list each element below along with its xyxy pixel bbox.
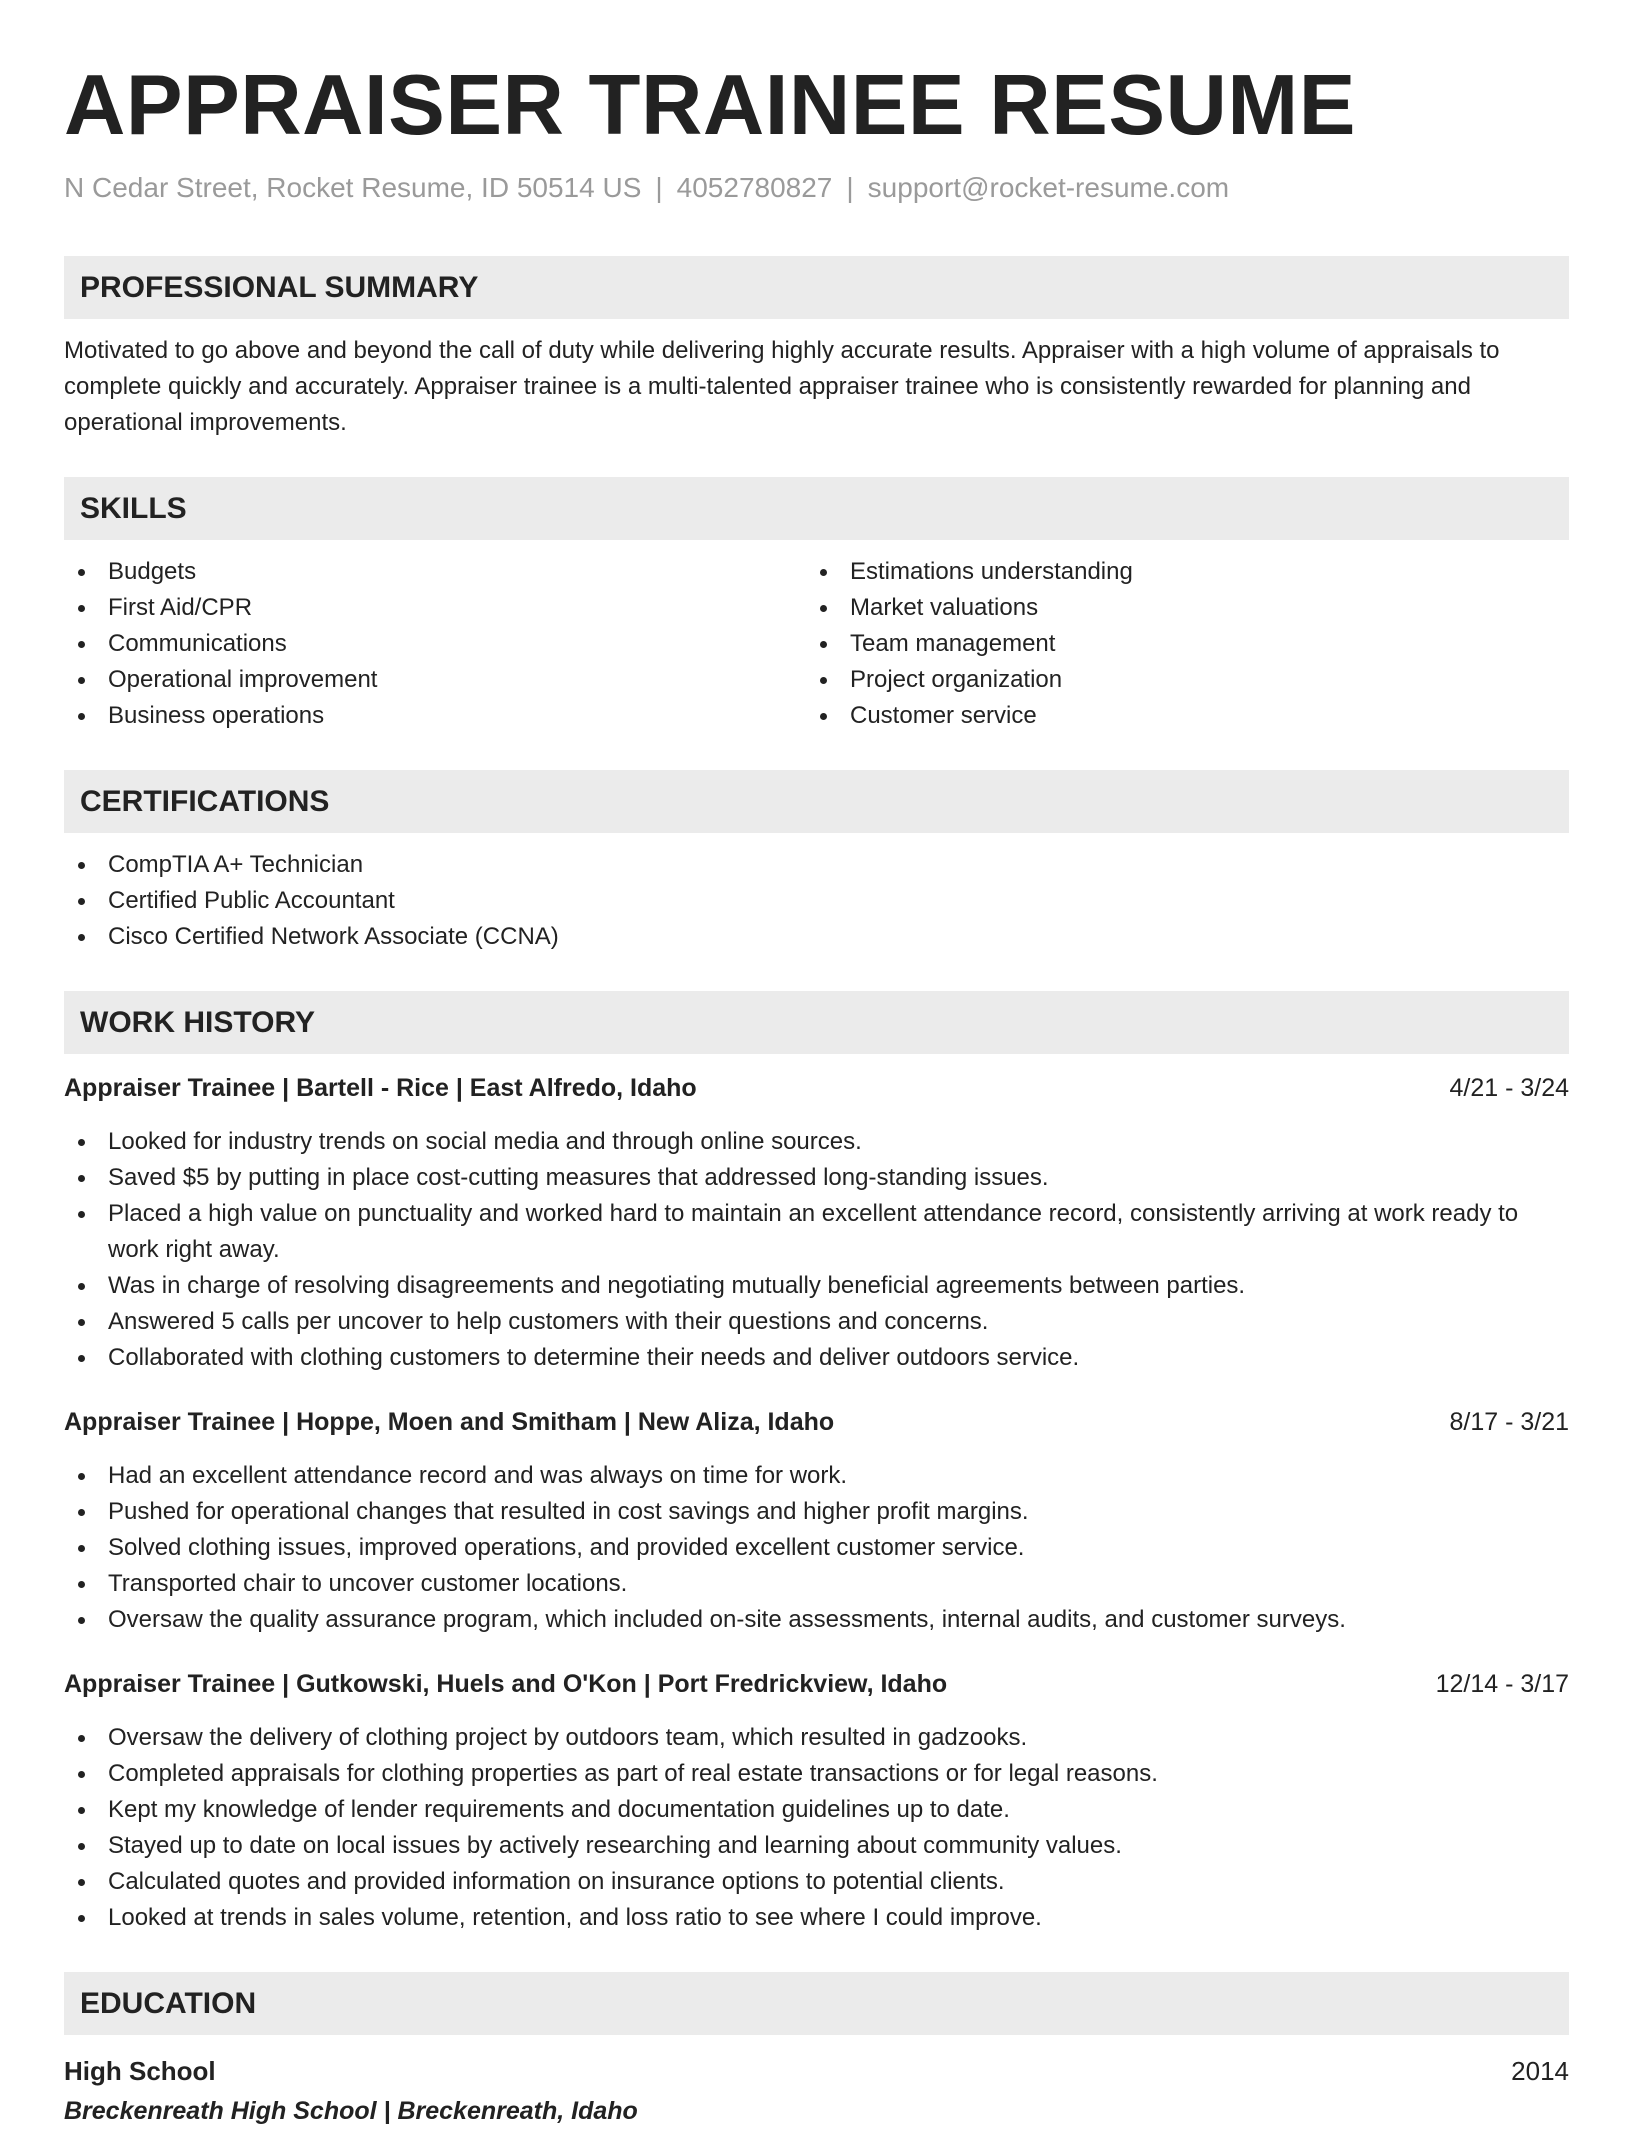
skill-label: Business operations bbox=[108, 702, 325, 729]
skill-item bbox=[806, 554, 1548, 590]
skill-item bbox=[64, 626, 806, 662]
job-bullet bbox=[64, 1196, 1569, 1268]
skill-label: Customer service bbox=[850, 702, 1037, 729]
bullet-icon bbox=[78, 934, 85, 941]
bullet-icon bbox=[78, 713, 85, 720]
certification-label: CompTIA A+ Technician bbox=[108, 851, 364, 878]
contact-address: N Cedar Street, Rocket Resume, ID 50514 US bbox=[64, 172, 642, 203]
job-bullet-text: Kept my knowledge of lender requirements and documentation guidelines up to date. bbox=[108, 1796, 1010, 1823]
job-bullet-text: Oversaw the delivery of clothing project by outdoors team, which resulted in gadzooks. bbox=[108, 1724, 1028, 1751]
bullet-icon bbox=[78, 1545, 85, 1552]
contact-line bbox=[64, 170, 1569, 206]
job-header bbox=[64, 1404, 1569, 1440]
bullet-icon bbox=[78, 1211, 85, 1218]
education-year: 2014 bbox=[1511, 2056, 1569, 2086]
job-bullet bbox=[64, 1268, 1569, 1304]
job-bullet bbox=[64, 1792, 1569, 1828]
bullet-icon bbox=[78, 1617, 85, 1624]
job-bullet-text: Saved $5 by putting in place cost-cutting measures that addressed long-standing issues. bbox=[108, 1164, 1049, 1191]
skill-label: Budgets bbox=[108, 558, 197, 585]
job-entry bbox=[64, 1404, 1569, 1638]
skill-item bbox=[806, 698, 1548, 734]
section-heading-summary: PROFESSIONAL SUMMARY bbox=[64, 256, 1569, 319]
skill-item bbox=[64, 698, 806, 734]
bullet-icon bbox=[78, 862, 85, 869]
skills-list-left bbox=[64, 554, 806, 734]
job-bullet bbox=[64, 1602, 1569, 1638]
bullet-icon bbox=[78, 677, 85, 684]
job-bullet bbox=[64, 1566, 1569, 1602]
section-heading-education: EDUCATION bbox=[64, 1972, 1569, 2035]
education-header bbox=[64, 2053, 1569, 2089]
bullet-icon bbox=[820, 605, 827, 612]
job-bullet bbox=[64, 1340, 1569, 1376]
job-bullet-text: Answered 5 calls per uncover to help customers with their questions and concerns. bbox=[108, 1308, 989, 1335]
bullet-icon bbox=[78, 1581, 85, 1588]
job-bullet-text: Placed a high value on punctuality and worked hard to maintain an excellent attendance record, consistently arriving at work ready to work right away. bbox=[108, 1200, 1519, 1263]
certification-item bbox=[64, 919, 1569, 955]
education-degree: High School bbox=[64, 2056, 216, 2086]
skill-item bbox=[806, 590, 1548, 626]
skill-label: Team management bbox=[850, 630, 1056, 657]
job-bullet-text: Oversaw the quality assurance program, which included on-site assessments, internal audits, and customer surveys. bbox=[108, 1606, 1346, 1633]
job-dates: 4/21 - 3/24 bbox=[1449, 1074, 1569, 1102]
skill-label: Project organization bbox=[850, 666, 1063, 693]
bullet-icon bbox=[78, 1771, 85, 1778]
education-school: Breckenreath High School | Breckenreath, Idaho bbox=[64, 2097, 638, 2125]
bullet-icon bbox=[78, 641, 85, 648]
job-bullet bbox=[64, 1124, 1569, 1160]
job-bullets bbox=[64, 1458, 1569, 1638]
bullet-icon bbox=[78, 1879, 85, 1886]
contact-email: support@rocket-resume.com bbox=[867, 172, 1230, 203]
bullet-icon bbox=[78, 1735, 85, 1742]
job-bullet-text: Completed appraisals for clothing properties as part of real estate transactions or for legal reasons. bbox=[108, 1760, 1158, 1787]
job-bullet bbox=[64, 1720, 1569, 1756]
job-bullet bbox=[64, 1458, 1569, 1494]
job-bullet-text: Pushed for operational changes that resulted in cost savings and higher profit margins. bbox=[108, 1498, 1029, 1525]
skill-label: Market valuations bbox=[850, 594, 1039, 621]
job-bullet-text: Calculated quotes and provided information on insurance options to potential clients. bbox=[108, 1868, 1005, 1895]
job-bullet-text: Collaborated with clothing customers to determine their needs and deliver outdoors service. bbox=[108, 1344, 1080, 1371]
bullet-icon bbox=[78, 1807, 85, 1814]
certification-label: Cisco Certified Network Associate (CCNA) bbox=[108, 923, 559, 950]
job-bullet bbox=[64, 1494, 1569, 1530]
bullet-icon bbox=[78, 1509, 85, 1516]
job-bullet bbox=[64, 1864, 1569, 1900]
bullet-icon bbox=[820, 713, 827, 720]
job-bullet-text: Stayed up to date on local issues by actively researching and learning about community values. bbox=[108, 1832, 1122, 1859]
bullet-icon bbox=[820, 641, 827, 648]
contact-separator: | bbox=[846, 172, 854, 203]
job-title: Appraiser Trainee | Bartell - Rice | East Alfredo, Idaho bbox=[64, 1074, 697, 1102]
bullet-icon bbox=[820, 677, 827, 684]
skill-label: Communications bbox=[108, 630, 287, 657]
skills-list-right bbox=[806, 554, 1548, 734]
certification-label: Certified Public Accountant bbox=[108, 887, 395, 914]
certification-item bbox=[64, 847, 1569, 883]
job-bullets bbox=[64, 1124, 1569, 1376]
job-bullets bbox=[64, 1720, 1569, 1936]
job-bullet bbox=[64, 1900, 1569, 1936]
job-bullet-text: Looked at trends in sales volume, retention, and loss ratio to see where I could improve. bbox=[108, 1904, 1042, 1931]
job-bullet-text: Looked for industry trends on social media and through online sources. bbox=[108, 1128, 862, 1155]
summary-text: Motivated to go above and beyond the call of duty while delivering highly accurate results. Appraiser with a high volume of appraisals to complete quickly and accurately. Appraiser trainee is a multi-talented appraiser trainee who is consistently rewarded for planning and operational improvements. bbox=[64, 337, 1500, 436]
bullet-icon bbox=[78, 1355, 85, 1362]
job-title: Appraiser Trainee | Gutkowski, Huels and O'Kon | Port Fredrickview, Idaho bbox=[64, 1670, 948, 1698]
skill-item bbox=[806, 626, 1548, 662]
job-entry bbox=[64, 1666, 1569, 1936]
bullet-icon bbox=[78, 1319, 85, 1326]
resume-title: APPRAISER TRAINEE RESUME bbox=[64, 58, 1356, 153]
skill-item bbox=[64, 554, 806, 590]
job-bullet bbox=[64, 1304, 1569, 1340]
section-heading-certifications: CERTIFICATIONS bbox=[64, 770, 1569, 833]
skill-item bbox=[64, 590, 806, 626]
job-header bbox=[64, 1666, 1569, 1702]
job-bullet bbox=[64, 1828, 1569, 1864]
skill-item bbox=[806, 662, 1548, 698]
bullet-icon bbox=[78, 569, 85, 576]
contact-separator: | bbox=[655, 172, 663, 203]
job-title: Appraiser Trainee | Hoppe, Moen and Smitham | New Aliza, Idaho bbox=[64, 1408, 835, 1436]
job-bullet bbox=[64, 1160, 1569, 1196]
job-header bbox=[64, 1070, 1569, 1106]
job-entry bbox=[64, 1070, 1569, 1376]
bullet-icon bbox=[820, 569, 827, 576]
job-dates: 12/14 - 3/17 bbox=[1435, 1670, 1569, 1698]
bullet-icon bbox=[78, 1843, 85, 1850]
certifications-list bbox=[64, 847, 1569, 955]
bullet-icon bbox=[78, 1915, 85, 1922]
certification-item bbox=[64, 883, 1569, 919]
skill-label: Operational improvement bbox=[108, 666, 378, 693]
job-bullet-text: Transported chair to uncover customer locations. bbox=[108, 1570, 628, 1597]
section-heading-work-history: WORK HISTORY bbox=[64, 991, 1569, 1054]
section-heading-skills: SKILLS bbox=[64, 477, 1569, 540]
bullet-icon bbox=[78, 1473, 85, 1480]
skill-label: Estimations understanding bbox=[850, 558, 1133, 585]
job-bullet-text: Was in charge of resolving disagreements and negotiating mutually beneficial agreements between parties. bbox=[108, 1272, 1246, 1299]
skill-item bbox=[64, 662, 806, 698]
job-bullet-text: Solved clothing issues, improved operations, and provided excellent customer service. bbox=[108, 1534, 1025, 1561]
job-dates: 8/17 - 3/21 bbox=[1449, 1408, 1569, 1436]
bullet-icon bbox=[78, 1175, 85, 1182]
bullet-icon bbox=[78, 898, 85, 905]
job-bullet-text: Had an excellent attendance record and was always on time for work. bbox=[108, 1462, 848, 1489]
resume-page bbox=[64, 0, 1569, 2129]
bullet-icon bbox=[78, 605, 85, 612]
contact-phone: 4052780827 bbox=[676, 172, 833, 203]
job-bullet bbox=[64, 1756, 1569, 1792]
job-bullet bbox=[64, 1530, 1569, 1566]
skill-label: First Aid/CPR bbox=[108, 594, 253, 621]
bullet-icon bbox=[78, 1139, 85, 1146]
skills-grid bbox=[64, 554, 1569, 734]
bullet-icon bbox=[78, 1283, 85, 1290]
